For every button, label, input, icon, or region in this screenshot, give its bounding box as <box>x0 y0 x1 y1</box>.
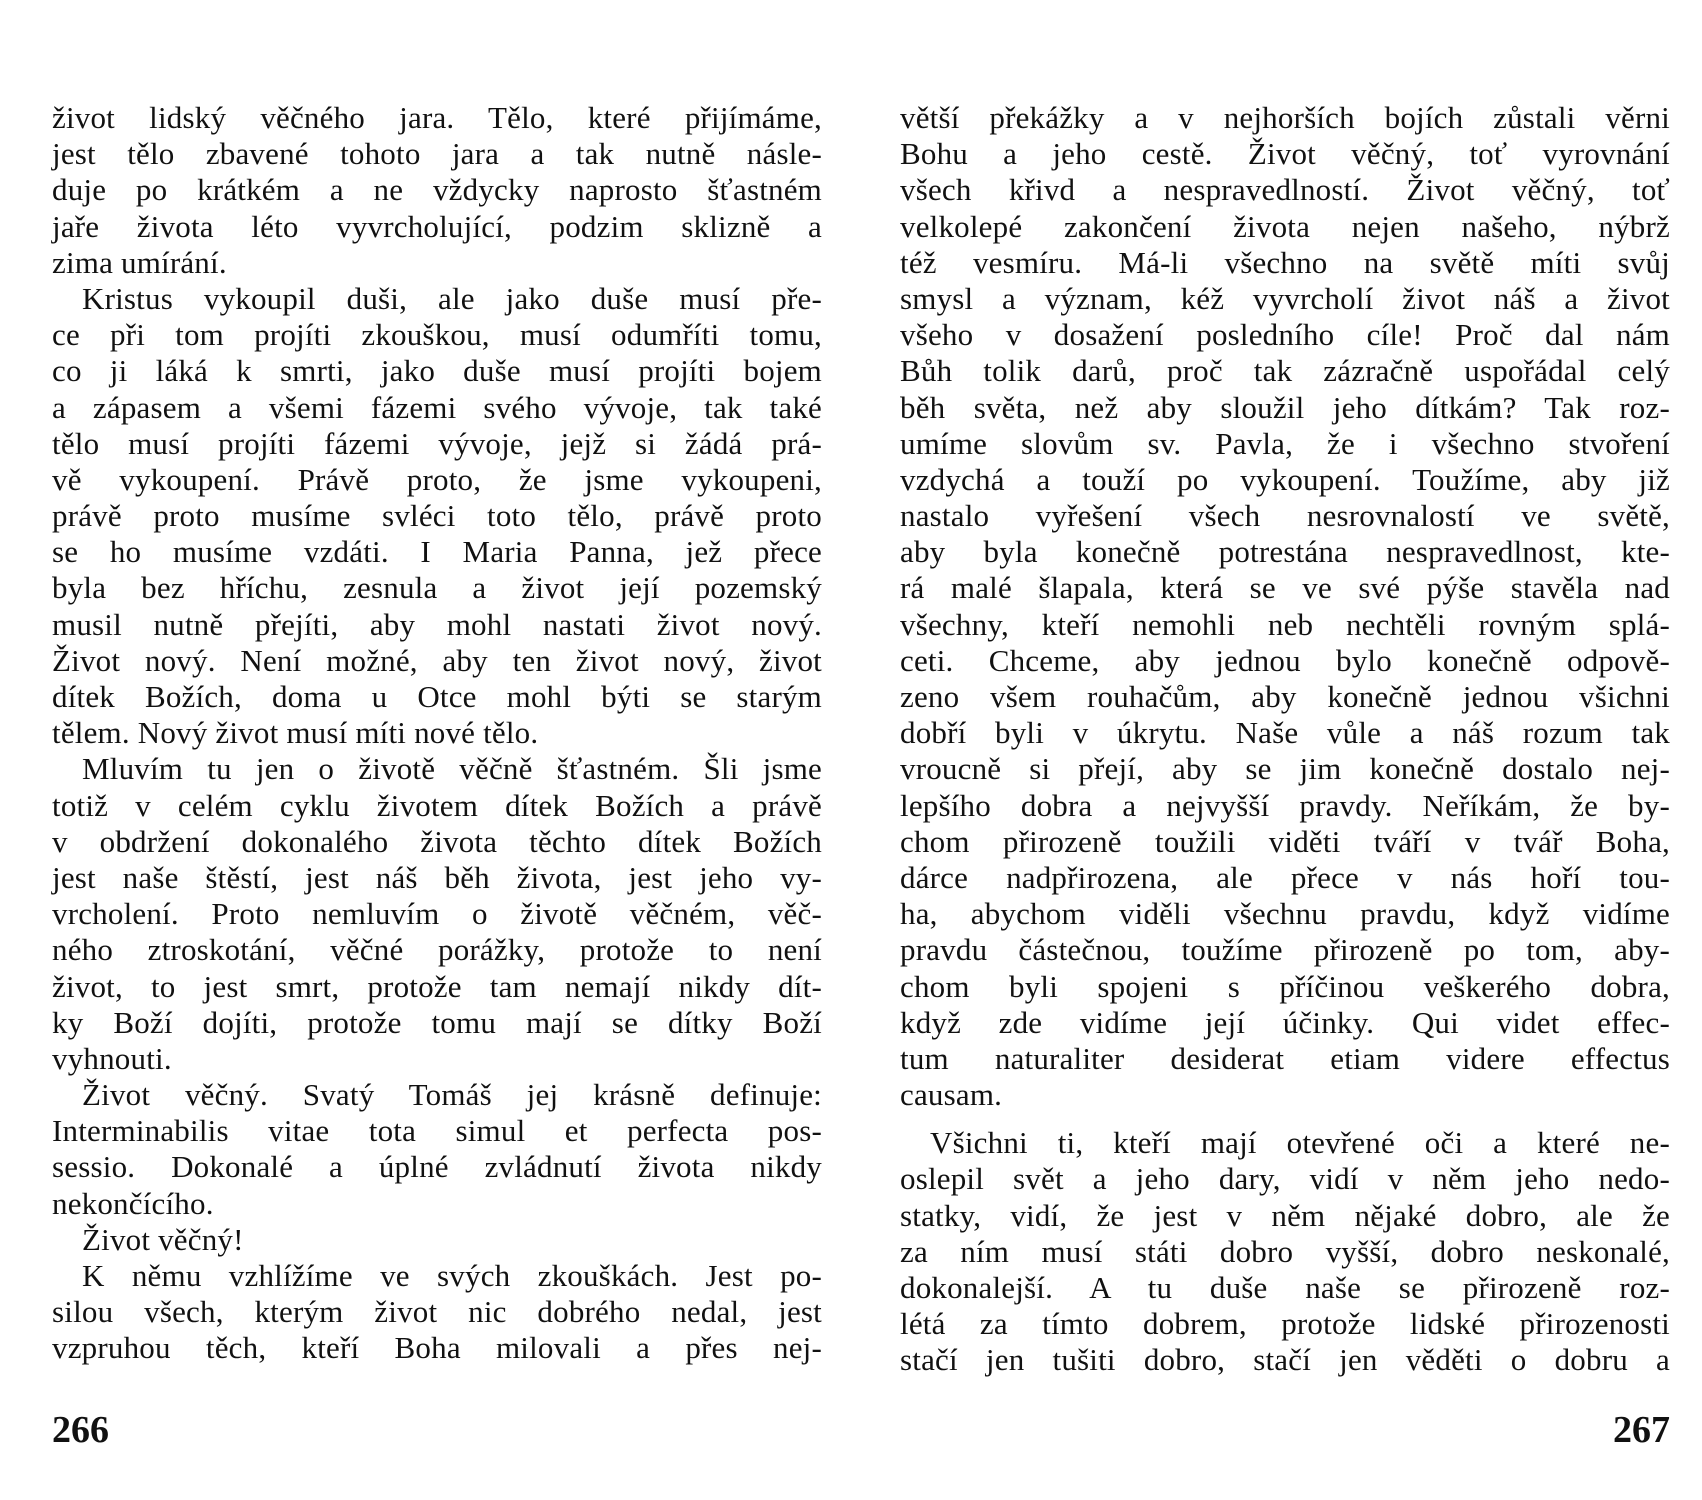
text-line: smysl a význam, kéž vyvrcholí život náš a život <box>900 280 1670 316</box>
text-line: Mluvím tu jen o životě věčně šťastném. Šli jsme <box>82 751 822 787</box>
text-line: vě vykoupení. Právě proto, že jsme vykoupeni, <box>52 461 822 497</box>
text-line: život, to jest smrt, protože tam nemají nikdy dít- <box>52 968 822 1004</box>
text-line: lepšího dobra a nejvyšší pravdy. Neříkám, že by- <box>900 787 1670 823</box>
text-line: ného ztroskotání, věčné porážky, protože to není <box>52 932 822 968</box>
text-line: ceti. Chceme, aby jednou bylo konečně odpově- <box>900 642 1670 678</box>
text-line: vyhnouti. <box>52 1040 172 1076</box>
text-line: tum naturaliter desiderat etiam videre effectus <box>900 1040 1670 1076</box>
text-line: právě proto musíme svléci toto tělo, právě proto <box>52 498 822 534</box>
text-line: chom byli spojeni s příčinou veškerého dobra, <box>900 968 1670 1004</box>
text-line: dárce nadpřirozena, ale přece v nás hoří tou- <box>900 859 1670 895</box>
text-line: umíme slovům sv. Pavla, že i všechno stvoření <box>900 425 1670 461</box>
text-line: všechny, kteří nemohli neb nechtěli rovným splá- <box>900 606 1670 642</box>
text-line: causam. <box>900 1077 1003 1113</box>
text-line: totiž v celém cyklu životem dítek Božích a právě <box>52 787 822 823</box>
text-line: létá za tímto dobrem, protože lidské přirozenosti <box>900 1306 1670 1342</box>
text-line: všeho v dosažení posledního cíle! Proč dal nám <box>900 317 1670 353</box>
text-line: co ji láká k smrti, jako duše musí projíti bojem <box>52 353 822 389</box>
text-line: vzdychá a touží po vykoupení. Toužíme, aby již <box>900 461 1670 497</box>
text-line: dokonalejší. A tu duše naše se přirozeně roz- <box>900 1270 1670 1305</box>
text-line: byla bez hříchu, zesnula a život její pozemský <box>52 570 822 606</box>
right-page <box>900 100 1670 1480</box>
text-line: dobří byli v úkrytu. Naše vůle a náš rozum tak <box>900 715 1670 751</box>
text-line: duje po krátkém a ne vždycky naprosto šťastném <box>52 172 822 208</box>
text-line: chom přirozeně toužili viděti tváří v tvář Boha, <box>900 823 1670 859</box>
text-line: život lidský věčného jara. Tělo, které přijímáme, <box>52 100 822 135</box>
text-line: jest tělo zbavené tohoto jara a tak nutně násle- <box>52 136 822 172</box>
text-line: pravdu částečnou, toužíme přirozeně po tom, aby- <box>900 932 1670 968</box>
text-line: se ho musíme vzdáti. I Maria Panna, jež přece <box>52 534 822 570</box>
text-line: jest naše štěstí, jest náš běh života, jest jeho vy- <box>52 859 822 895</box>
text-line: stačí jen tušiti dobro, stačí jen věděti o dobru a <box>900 1342 1670 1378</box>
left-page-text <box>52 100 822 1366</box>
text-line: dítek Božích, doma u Otce mohl býti se starým <box>52 679 822 714</box>
text-line: nastalo vyřešení všech nesrovnalostí ve světě, <box>900 498 1670 534</box>
text-line: za ním musí státi dobro vyšší, dobro neskonalé, <box>900 1233 1670 1269</box>
right-page-number: 267 <box>1613 1409 1670 1451</box>
text-line: aby byla konečně potrestána nespravedlnost, kte- <box>900 534 1670 570</box>
text-line: Všichni ti, kteří mají otevřené oči a které ne- <box>930 1125 1670 1161</box>
text-line: tělo musí projíti fázemi vývoje, jejž si žádá prá- <box>52 425 822 461</box>
text-line: Život věčný! <box>82 1221 244 1257</box>
text-line: velkolepé zakončení života nejen našeho, nýbrž <box>900 208 1670 244</box>
text-line: Bůh tolik darů, proč tak zázračně uspořádal celý <box>900 353 1670 389</box>
text-line: vrcholení. Proto nemluvím o životě věčném, věč- <box>52 896 822 932</box>
text-line: v obdržení dokonalého života těchto dítek Božích <box>52 823 822 859</box>
left-page <box>52 100 822 1480</box>
text-line: zeno všem rouhačům, aby konečně jednou všichni <box>900 679 1670 714</box>
text-line: ha, abychom viděli všechnu pravdu, když vidíme <box>900 896 1670 932</box>
text-line: Bohu a jeho cestě. Život věčný, toť vyrovnání <box>900 136 1670 172</box>
right-page-text <box>900 100 1670 1378</box>
text-line: silou všech, kterým život nic dobrého nedal, jest <box>52 1294 822 1330</box>
text-line: všech křivd a nespravedlností. Život věčný, toť <box>900 172 1670 208</box>
text-line: jaře života léto vyvrcholující, podzim sklizně a <box>52 208 822 244</box>
text-line: ky Boží dojíti, protože tomu mají se dítky Boží <box>52 1004 822 1040</box>
text-line: tělem. Nový život musí míti nové tělo. <box>52 715 539 751</box>
text-line: oslepil svět a jeho dary, vidí v něm jeho nedo- <box>900 1161 1670 1197</box>
text-line: větší překážky a v nejhorších bojích zůstali věrni <box>900 100 1670 135</box>
text-line: vroucně si přejí, aby se jim konečně dostalo nej- <box>900 751 1670 787</box>
text-line: K němu vzhlížíme ve svých zkouškách. Jest po- <box>82 1258 822 1293</box>
text-line: rá malé šlapala, která se ve své pýše stavěla nad <box>900 570 1670 606</box>
text-line: když zde vidíme její účinky. Qui videt effec- <box>900 1004 1670 1040</box>
text-line: musil nutně přejíti, aby mohl nastati život nový. <box>52 606 822 642</box>
left-page-number: 266 <box>52 1409 109 1451</box>
text-line: též vesmíru. Má-li všechno na světě míti svůj <box>900 244 1670 280</box>
text-line: běh světa, než aby sloužil jeho dítkám? Tak roz- <box>900 389 1670 425</box>
text-line: nekončícího. <box>52 1185 214 1221</box>
text-line: zima umírání. <box>52 244 227 280</box>
text-line: statky, vidí, že jest v něm nějaké dobro, ale že <box>900 1197 1670 1233</box>
text-line: Život nový. Není možné, aby ten život nový, život <box>52 642 822 678</box>
text-line: Život věčný. Svatý Tomáš jej krásně definuje: <box>82 1077 822 1113</box>
text-line: vzpruhou těch, kteří Boha milovali a přes nej- <box>52 1330 822 1366</box>
text-line: ce při tom projíti zkouškou, musí odumříti tomu, <box>52 317 822 353</box>
text-line: Interminabilis vitae tota simul et perfecta pos- <box>52 1113 822 1149</box>
text-line: Kristus vykoupil duši, ale jako duše musí pře- <box>82 280 822 316</box>
text-line: sessio. Dokonalé a úplné zvládnutí života nikdy <box>52 1149 822 1185</box>
text-line: a zápasem a všemi fázemi svého vývoje, tak také <box>52 389 822 425</box>
